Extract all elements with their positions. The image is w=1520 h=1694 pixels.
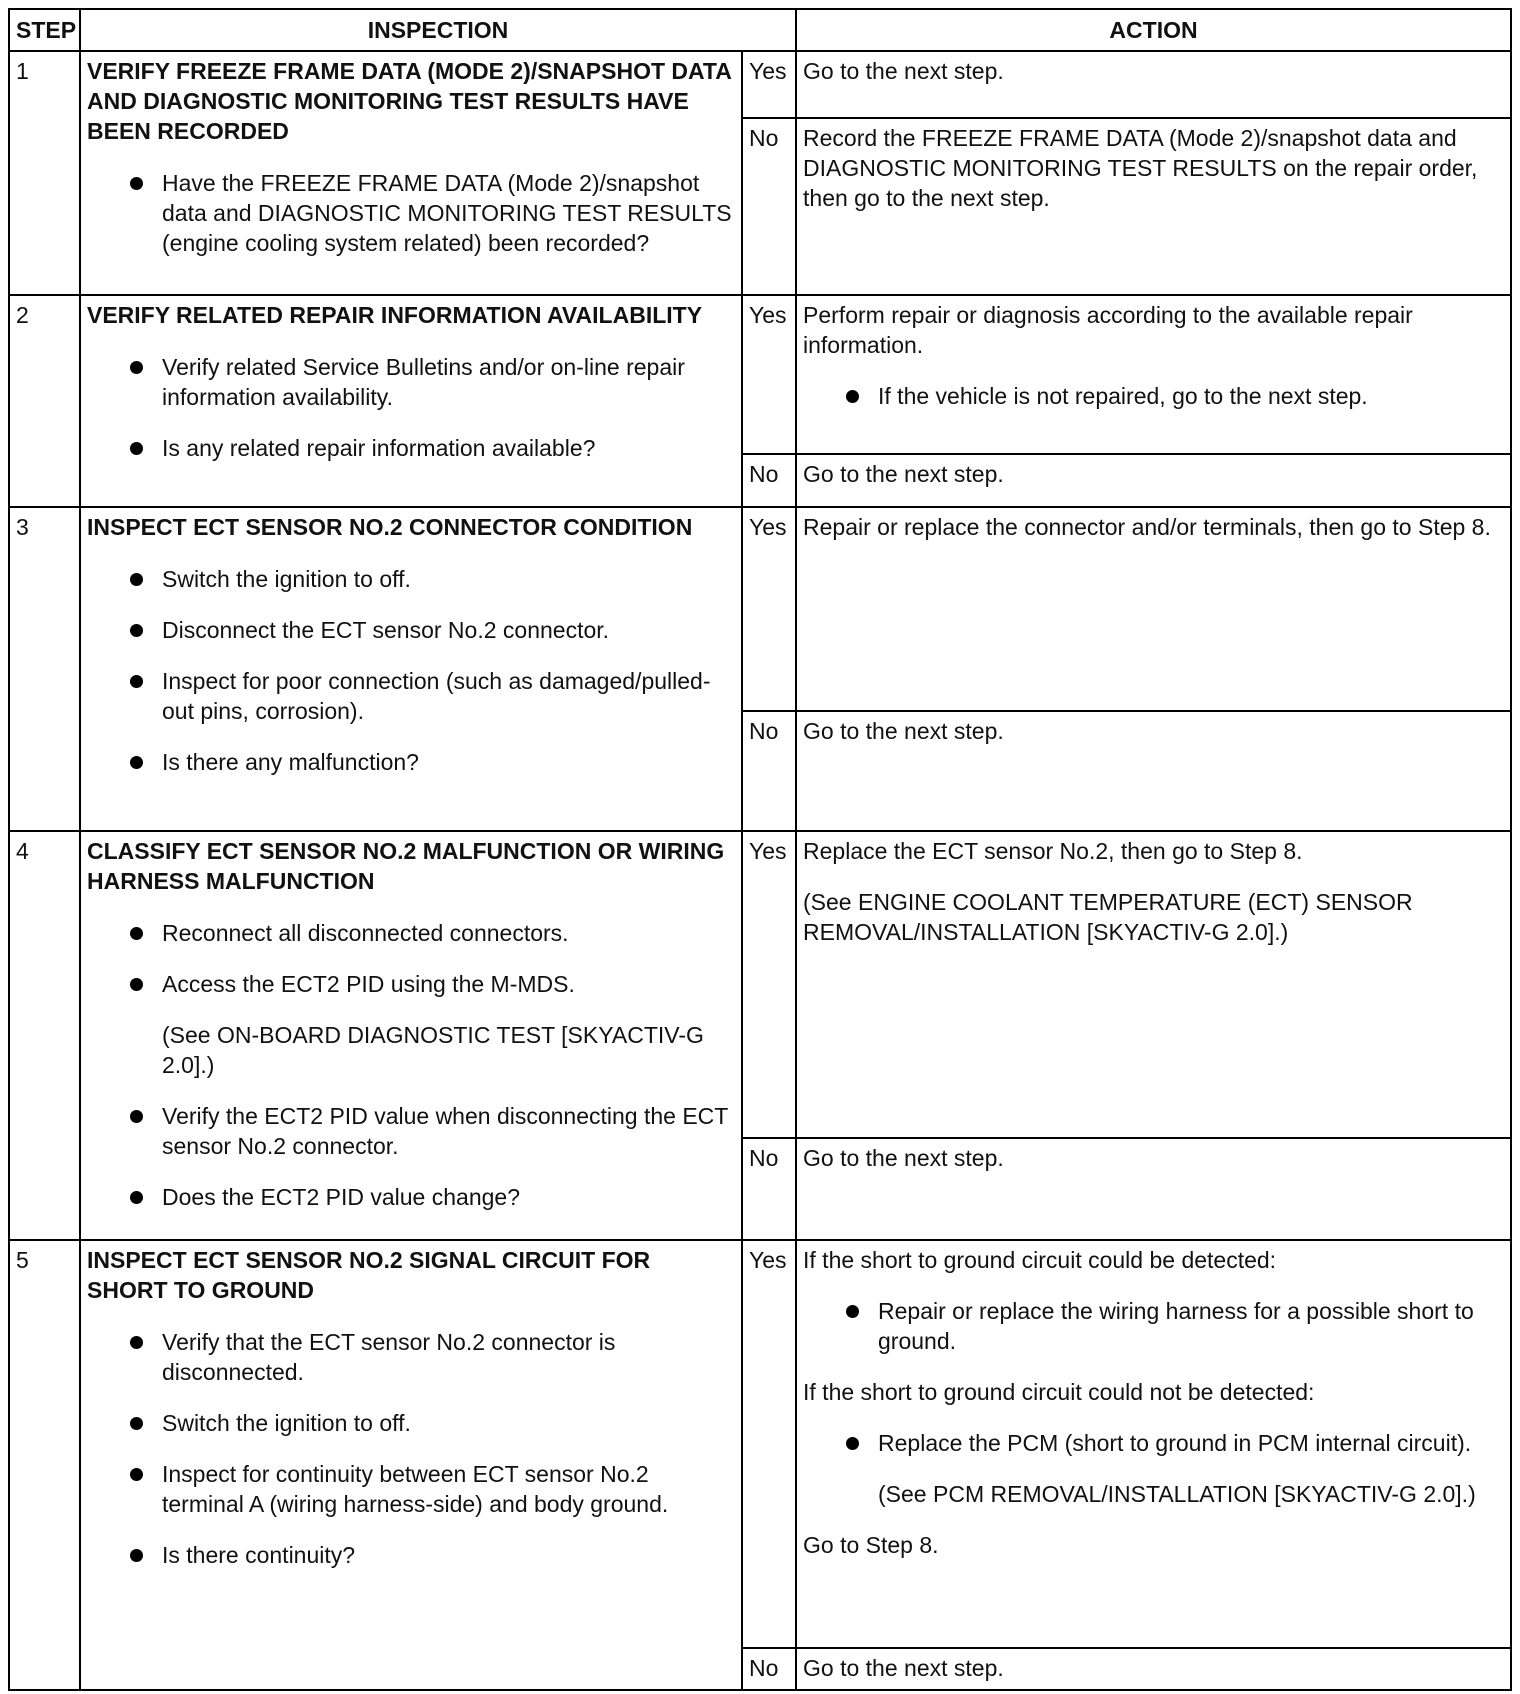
- list-item: Is there any malfunction?: [162, 747, 735, 777]
- step-heading: INSPECT ECT SENSOR NO.2 CONNECTOR CONDITION: [87, 514, 693, 540]
- table-row: [9, 1240, 1511, 1648]
- list-item: Reconnect all disconnected connectors.: [162, 918, 735, 948]
- yes-label: Yes: [742, 51, 796, 118]
- header-step: STEP: [9, 9, 80, 51]
- yes-action-cell: [796, 295, 1511, 454]
- action-bullets: [803, 1296, 1504, 1356]
- yes-action: Replace the ECT sensor No.2, then go to Step 8.: [803, 838, 1303, 864]
- list-item: [878, 1428, 1504, 1509]
- table-row: [9, 507, 1511, 711]
- list-item: Verify related Service Bulletins and/or on-line repair information availability.: [162, 352, 735, 412]
- inspection-cell: [80, 51, 742, 295]
- yes-condition-not-detected: If the short to ground circuit could not be detected:: [803, 1379, 1315, 1405]
- step-number: 4: [9, 831, 80, 1240]
- inspection-cell: [80, 295, 742, 507]
- step-heading: VERIFY FREEZE FRAME DATA (MODE 2)/SNAPSHOT DATA AND DIAGNOSTIC MONITORING TEST RESULTS HAVE BEEN RECORDED: [87, 58, 732, 144]
- list-item: If the vehicle is not repaired, go to the next step.: [878, 381, 1504, 411]
- no-label: No: [742, 711, 796, 831]
- inspection-bullets: [87, 1327, 735, 1570]
- list-item-text: Replace the PCM (short to ground in PCM internal circuit).: [878, 1430, 1472, 1456]
- inspection-cell: [80, 507, 742, 831]
- list-item: [162, 969, 735, 1080]
- list-item: Disconnect the ECT sensor No.2 connector.: [162, 615, 735, 645]
- yes-label: Yes: [742, 295, 796, 454]
- yes-action-cell: [796, 1240, 1511, 1648]
- step-number: 5: [9, 1240, 80, 1690]
- no-action: Go to the next step.: [796, 1648, 1511, 1690]
- inspection-cell: [80, 1240, 742, 1690]
- inspection-bullets: [87, 564, 735, 777]
- action-bullets: [803, 1428, 1504, 1509]
- list-item-text: Access the ECT2 PID using the M-MDS.: [162, 971, 575, 997]
- no-action: Record the FREEZE FRAME DATA (Mode 2)/snapshot data and DIAGNOSTIC MONITORING TEST RESULTS on the repair order, then go to the next step.: [796, 118, 1511, 295]
- list-item: Switch the ignition to off.: [162, 564, 735, 594]
- inspection-cell: [80, 831, 742, 1240]
- inspection-bullets: [87, 168, 735, 258]
- header-inspection: INSPECTION: [80, 9, 796, 51]
- yes-action: Go to the next step.: [796, 51, 1511, 118]
- yes-action: Perform repair or diagnosis according to the available repair information.: [803, 302, 1413, 358]
- list-item: Switch the ignition to off.: [162, 1408, 735, 1438]
- step-number: 3: [9, 507, 80, 831]
- diagnostic-table: [8, 8, 1512, 1691]
- list-item: Inspect for poor connection (such as damaged/pulled-out pins, corrosion).: [162, 666, 735, 726]
- list-item: Repair or replace the wiring harness for a possible short to ground.: [878, 1296, 1504, 1356]
- reference-note: (See ENGINE COOLANT TEMPERATURE (ECT) SENSOR REMOVAL/INSTALLATION [SKYACTIV-G 2.0].): [803, 889, 1413, 945]
- no-action: Go to the next step.: [796, 1138, 1511, 1240]
- inspection-bullets: [87, 918, 735, 1212]
- step-number: 2: [9, 295, 80, 507]
- table-row: [9, 295, 1511, 454]
- no-label: No: [742, 1648, 796, 1690]
- step-heading: INSPECT ECT SENSOR NO.2 SIGNAL CIRCUIT FOR SHORT TO GROUND: [87, 1247, 651, 1303]
- yes-action: Repair or replace the connector and/or terminals, then go to Step 8.: [796, 507, 1511, 711]
- list-item: Have the FREEZE FRAME DATA (Mode 2)/snapshot data and DIAGNOSTIC MONITORING TEST RESULTS (engine cooling system related) been recorded?: [162, 168, 735, 258]
- list-item: Verify the ECT2 PID value when disconnecting the ECT sensor No.2 connector.: [162, 1101, 735, 1161]
- table-row: [9, 831, 1511, 1138]
- diagnostic-procedure-page: [8, 8, 1510, 1691]
- table-header-row: [9, 9, 1511, 51]
- list-item: Inspect for continuity between ECT sensor No.2 terminal A (wiring harness-side) and body ground.: [162, 1459, 735, 1519]
- list-item: Does the ECT2 PID value change?: [162, 1182, 735, 1212]
- header-action: ACTION: [796, 9, 1511, 51]
- reference-note: (See PCM REMOVAL/INSTALLATION [SKYACTIV-G 2.0].): [878, 1481, 1476, 1507]
- list-item: Is any related repair information available?: [162, 433, 735, 463]
- list-item: Is there continuity?: [162, 1540, 735, 1570]
- step-number: 1: [9, 51, 80, 295]
- yes-condition-detected: If the short to ground circuit could be detected:: [803, 1247, 1277, 1273]
- action-bullets: [803, 381, 1504, 411]
- no-action: Go to the next step.: [796, 454, 1511, 507]
- yes-final-action: Go to Step 8.: [803, 1532, 939, 1558]
- yes-label: Yes: [742, 507, 796, 711]
- reference-note: (See ON-BOARD DIAGNOSTIC TEST [SKYACTIV-G 2.0].): [162, 1022, 704, 1078]
- no-label: No: [742, 1138, 796, 1240]
- inspection-bullets: [87, 352, 735, 463]
- step-heading: VERIFY RELATED REPAIR INFORMATION AVAILABILITY: [87, 302, 703, 328]
- step-heading: CLASSIFY ECT SENSOR NO.2 MALFUNCTION OR WIRING HARNESS MALFUNCTION: [87, 838, 725, 894]
- yes-action-cell: [796, 831, 1511, 1138]
- yes-label: Yes: [742, 1240, 796, 1648]
- no-label: No: [742, 454, 796, 507]
- no-action: Go to the next step.: [796, 711, 1511, 831]
- yes-label: Yes: [742, 831, 796, 1138]
- table-row: [9, 51, 1511, 118]
- no-label: No: [742, 118, 796, 295]
- list-item: Verify that the ECT sensor No.2 connector is disconnected.: [162, 1327, 735, 1387]
